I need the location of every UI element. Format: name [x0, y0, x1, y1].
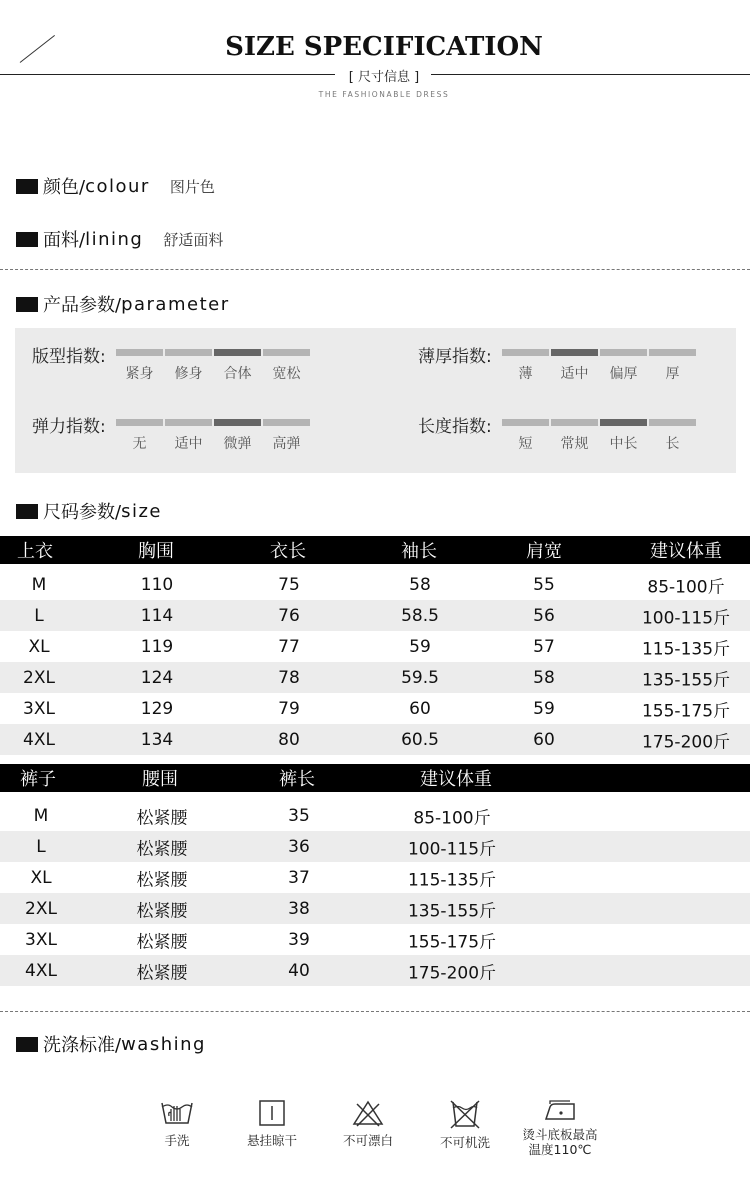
table-cell: 55 [533, 574, 555, 595]
table-cell: 100-115斤 [407, 839, 497, 859]
scale-segment [165, 419, 212, 426]
table-row [0, 631, 750, 662]
table-cell: 57 [533, 636, 555, 657]
param-option: 适中 [174, 436, 203, 452]
table-cell: 58 [409, 574, 431, 595]
header-cell: 建议体重 [420, 769, 492, 790]
colour-value: 图片色 [169, 177, 215, 196]
page-subtitle: [ 尺寸信息 ] [0, 66, 750, 85]
parameter-label-cn: 产品参数/ [43, 295, 122, 316]
hand-wash-icon [160, 1099, 194, 1127]
table-cell: 85-100斤 [413, 808, 491, 828]
section-marker [16, 179, 38, 194]
table-cell: 38 [288, 898, 310, 919]
table-cell: 58.5 [401, 605, 439, 626]
table-row [0, 569, 750, 600]
wash-item [313, 1099, 423, 1148]
table-cell: 155-175斤 [641, 701, 731, 721]
table-cell: 85-100斤 [647, 577, 725, 597]
table-cell: 松紧腰 [136, 901, 188, 921]
header-cell: 上衣 [17, 541, 53, 562]
param-option: 高弹 [272, 436, 301, 452]
param-scale [116, 419, 310, 426]
table-cell: 37 [288, 867, 310, 888]
table-cell: 40 [288, 960, 310, 981]
table-row [0, 893, 750, 924]
scale-segment [551, 419, 598, 426]
page-title: SIZE SPECIFICATION [225, 32, 543, 62]
table-cell: 115-135斤 [407, 870, 497, 890]
lining-label-cn: 面料/ [43, 230, 86, 251]
pants-table-header [0, 764, 750, 792]
colour-label-en: colour [85, 175, 150, 197]
table-cell: 129 [140, 698, 174, 719]
table-cell: 119 [140, 636, 174, 657]
no-bleach-icon [351, 1099, 385, 1127]
param-option: 修身 [174, 366, 203, 382]
lining-row [16, 226, 223, 252]
divider [0, 269, 750, 270]
param-options [116, 363, 310, 383]
table-cell: 60 [409, 698, 431, 719]
param-label: 版型指数: [32, 347, 106, 367]
table-cell: XL [30, 867, 52, 888]
washing-label-cn: 洗涤标准/ [43, 1035, 122, 1056]
colour-label-cn: 颜色/ [43, 177, 86, 198]
wash-item [122, 1099, 232, 1148]
param-option: 厚 [665, 366, 680, 382]
scale-segment [649, 349, 696, 356]
scale-segment [214, 349, 261, 356]
section-marker [16, 297, 38, 312]
table-cell: 135-155斤 [407, 901, 497, 921]
scale-segment [600, 349, 647, 356]
parameter-heading [16, 291, 230, 317]
param-scale [502, 349, 696, 356]
header-cell: 裤子 [20, 769, 56, 790]
param-option: 宽松 [272, 366, 301, 382]
table-row [0, 693, 750, 724]
table-cell: 114 [140, 605, 174, 626]
scale-segment [165, 349, 212, 356]
wash-label: 不可机洗 [439, 1135, 490, 1150]
wash-label: 手洗 [164, 1133, 190, 1148]
washing-label-en: washing [121, 1033, 206, 1055]
table-cell: 2XL [25, 898, 57, 919]
table-cell: 60.5 [401, 729, 439, 750]
table-cell: 124 [140, 667, 174, 688]
size-label-cn: 尺码参数/ [43, 502, 122, 523]
param-option: 合体 [223, 366, 252, 382]
table-cell: 115-135斤 [641, 639, 731, 659]
table-cell: 3XL [23, 698, 55, 719]
washing-heading [16, 1031, 206, 1057]
param-options [502, 363, 696, 383]
scale-segment [116, 349, 163, 356]
table-row [0, 600, 750, 631]
wash-label: 悬挂晾干 [246, 1133, 297, 1148]
param-scale [502, 419, 696, 426]
scale-segment [502, 349, 549, 356]
wash-item [410, 1099, 520, 1150]
table-row [0, 862, 750, 893]
param-option: 紧身 [125, 366, 154, 382]
param-option: 适中 [560, 366, 589, 382]
table-cell: 59 [533, 698, 555, 719]
table-cell: 75 [278, 574, 300, 595]
scale-segment [551, 349, 598, 356]
table-cell: 4XL [25, 960, 57, 981]
size-label-en: size [121, 500, 162, 522]
lining-value: 舒适面料 [163, 230, 224, 249]
header-cell: 衣长 [270, 541, 306, 562]
param-option: 中长 [609, 436, 638, 452]
table-cell: L [36, 836, 46, 857]
param-options [502, 433, 696, 453]
scale-segment [502, 419, 549, 426]
table-cell: 110 [140, 574, 174, 595]
table-cell: 松紧腰 [136, 932, 188, 952]
param-option: 长 [665, 436, 680, 452]
scale-segment [649, 419, 696, 426]
table-cell: 76 [278, 605, 300, 626]
table-cell: 175-200斤 [407, 963, 497, 983]
param-scale [116, 349, 310, 356]
section-marker [16, 232, 38, 247]
table-row [0, 831, 750, 862]
table-cell: 58 [533, 667, 555, 688]
table-row [0, 800, 750, 831]
table-cell: 松紧腰 [136, 839, 188, 859]
table-cell: 松紧腰 [136, 808, 188, 828]
divider [0, 1011, 750, 1012]
table-cell: 78 [278, 667, 300, 688]
param-option: 偏厚 [609, 366, 638, 382]
table-cell: 4XL [23, 729, 55, 750]
table-cell: 80 [278, 729, 300, 750]
table-cell: 2XL [23, 667, 55, 688]
table-cell: 35 [288, 805, 310, 826]
scale-segment [263, 349, 310, 356]
table-cell: 175-200斤 [641, 732, 731, 752]
table-cell: M [31, 574, 47, 595]
section-marker [16, 1037, 38, 1052]
param-option: 薄 [518, 366, 533, 382]
header-cell: 胸围 [138, 541, 174, 562]
table-cell: 松紧腰 [136, 963, 188, 983]
lining-label-en: lining [85, 228, 144, 250]
scale-segment [263, 419, 310, 426]
scale-segment [600, 419, 647, 426]
table-cell: 59 [409, 636, 431, 657]
table-row [0, 924, 750, 955]
iron-icon [542, 1099, 578, 1121]
param-options [116, 433, 310, 453]
scale-segment [116, 419, 163, 426]
size-heading [16, 498, 162, 524]
header-cell: 腰围 [142, 769, 178, 790]
param-label: 薄厚指数: [418, 347, 492, 367]
table-cell: 135-155斤 [641, 670, 731, 690]
table-cell: M [33, 805, 49, 826]
wash-label: 不可漂白 [342, 1133, 393, 1148]
wash-item [217, 1099, 327, 1148]
top-table-header [0, 536, 750, 564]
param-label: 长度指数: [418, 417, 492, 437]
param-option: 微弹 [223, 436, 252, 452]
table-cell: 36 [288, 836, 310, 857]
table-cell: 77 [278, 636, 300, 657]
table-cell: XL [28, 636, 50, 657]
param-option: 短 [518, 436, 533, 452]
header-cell: 肩宽 [526, 541, 562, 562]
table-cell: L [34, 605, 44, 626]
scale-segment [214, 419, 261, 426]
table-cell: 3XL [25, 929, 57, 950]
parameter-label-en: parameter [121, 293, 230, 315]
table-cell: 79 [278, 698, 300, 719]
table-cell: 56 [533, 605, 555, 626]
table-cell: 100-115斤 [641, 608, 731, 628]
page-tagline: THE FASHIONABLE DRESS [318, 90, 450, 99]
wash-item [505, 1099, 615, 1157]
table-cell: 59.5 [401, 667, 439, 688]
table-row [0, 724, 750, 755]
table-cell: 134 [140, 729, 174, 750]
table-cell: 松紧腰 [136, 870, 188, 890]
no-machine-wash-icon [448, 1099, 482, 1129]
table-cell: 155-175斤 [407, 932, 497, 952]
wash-label: 烫斗底板最高温度110℃ [522, 1127, 598, 1157]
param-option: 常规 [560, 436, 589, 452]
param-label: 弹力指数: [32, 417, 106, 437]
table-cell: 39 [288, 929, 310, 950]
header-cell: 建议体重 [650, 541, 722, 562]
colour-row [16, 173, 215, 199]
section-marker [16, 504, 38, 519]
header-cell: 袖长 [401, 541, 437, 562]
table-cell: 60 [533, 729, 555, 750]
header-cell: 裤长 [279, 769, 315, 790]
hang-dry-icon [255, 1099, 289, 1127]
table-row [0, 662, 750, 693]
param-option: 无 [132, 436, 147, 452]
table-row [0, 955, 750, 986]
parameter-panel [15, 328, 736, 473]
